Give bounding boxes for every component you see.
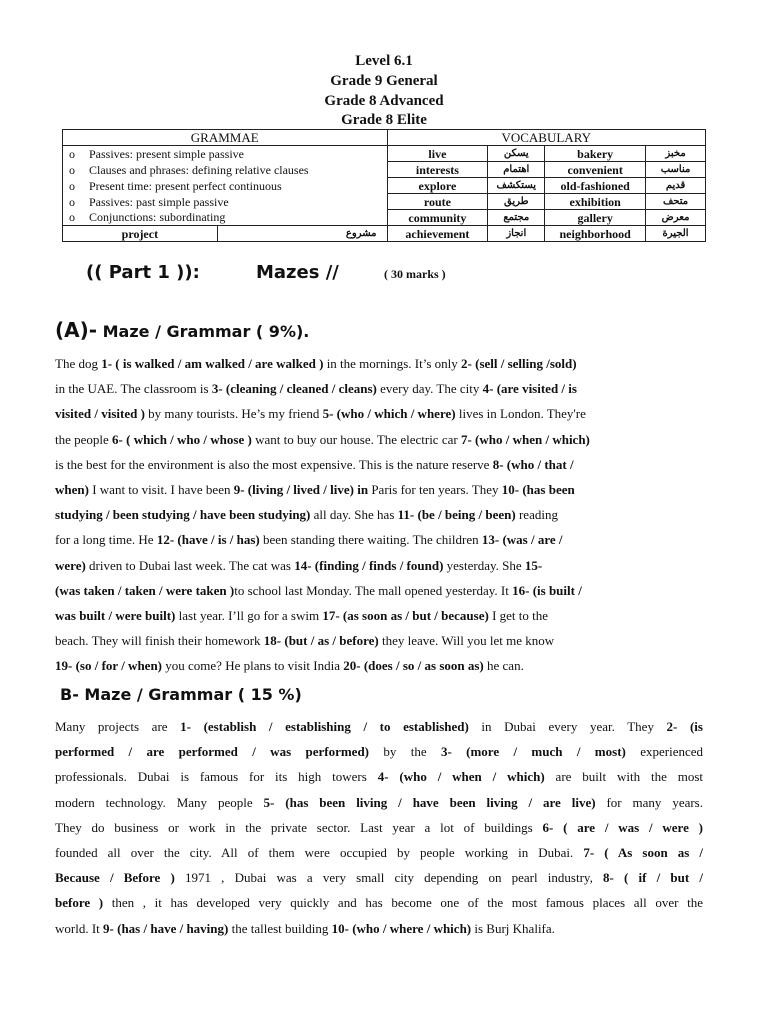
paragraph-line: Because / Before ) 1971 , Dubai was a very small city depending on pearl industry, 8- ( if / but / — [55, 870, 703, 886]
vocab-word: old-fashioned — [545, 178, 646, 194]
syllabus-table — [62, 129, 706, 242]
section-a-paragraph — [55, 351, 715, 678]
grammar-header: GRAMMAE — [63, 130, 388, 146]
vocab-word: gallery — [545, 210, 646, 226]
vocab-word: bakery — [545, 146, 646, 162]
grammar-item: o Clauses and phrases: defining relative clauses — [63, 162, 388, 178]
vocab-arabic: انجاز — [488, 226, 545, 242]
vocab-arabic: مخبز — [646, 146, 706, 162]
grade-line-1: Grade 9 General — [330, 73, 438, 89]
paragraph-line: founded all over the city. All of them were occupied by people working in Dubai. 7- ( As soon as / — [55, 844, 703, 860]
part-title: (( Part 1 )): — [86, 262, 200, 283]
section-b-title: B- Maze / Grammar ( 15 %) — [60, 685, 302, 704]
grammar-item: o Passives: present simple passive — [63, 146, 388, 162]
level-title: Level 6.1 — [355, 53, 413, 69]
vocabulary-header: VOCABULARY — [387, 130, 705, 146]
grade-line-2: Grade 8 Advanced — [324, 93, 444, 109]
vocab-arabic: الجيرة — [646, 226, 706, 242]
vocab-word: interests — [387, 162, 488, 178]
paragraph-line: professionals. Dubai is famous for its high towers 4- (who / when / which) are built with the most — [55, 769, 703, 785]
vocab-word: exhibition — [545, 194, 646, 210]
paragraph-line: before ) then , it has developed very quickly and has become one of the most famous places all over the — [55, 895, 703, 911]
paragraph-line: They do business or work in the private sector. Last year a lot of buildings 6- ( are / was / were ) — [55, 819, 703, 835]
paragraph-line: performed / are performed / was performed) by the 3- (more / much / most) experienced — [55, 744, 704, 760]
paragraph-line: was built / were built) last year. I’ll go for a swim 17- (as soon as / but / because) I get to the — [55, 607, 549, 623]
vocab-word: community — [387, 210, 488, 226]
paragraph-line: is the best for the environment is also the most expensive. This is the nature reserve 8- (who / that / — [55, 456, 574, 472]
part-subtitle: Mazes // — [256, 262, 339, 283]
paragraph-line: 19- (so / for / when) you come? He plans to visit India 20- (does / so / as soon as) he can. — [55, 658, 524, 674]
vocab-arabic: قديم — [646, 178, 706, 194]
vocab-arabic: اهتمام — [488, 162, 545, 178]
paragraph-line: were) driven to Dubai last week. The cat was 14- (finding / finds / found) yesterday. She 15- — [55, 557, 543, 573]
paragraph-line: modern technology. Many people 5- (has been living / have been living / are live) for many years. — [55, 794, 703, 810]
vocab-arabic: يسكن — [488, 146, 545, 162]
paragraph-line: for a long time. He 12- (have / is / has) been standing there waiting. The children 13- (was / are / — [55, 532, 563, 548]
grade-line-3: Grade 8 Elite — [341, 112, 427, 128]
section-b-paragraph — [55, 714, 703, 941]
project-arabic: مشروع — [217, 226, 387, 242]
grammar-item: o Present time: present perfect continuous — [63, 178, 388, 194]
paragraph-line: the people 6- ( which / who / whose ) want to buy our house. The electric car 7- (who / when / which) — [55, 431, 590, 447]
paragraph-line: Many projects are 1- (establish / establishing / to established) in Dubai every year. They 2- (is — [55, 719, 703, 734]
vocab-word: live — [387, 146, 488, 162]
paragraph-line: visited / visited ) by many tourists. He’s my friend 5- (who / which / where) lives in London. They're — [55, 406, 586, 422]
vocab-arabic: مجتمع — [488, 210, 545, 226]
vocab-arabic: مناسب — [646, 162, 706, 178]
vocab-arabic: معرض — [646, 210, 706, 226]
vocab-word: neighborhood — [545, 226, 646, 242]
section-a-title: (A)- Maze / Grammar ( 9%). — [55, 318, 310, 342]
paragraph-line: in the UAE. The classroom is 3- (cleaning / cleaned / cleans) every day. The city 4- (are visited / is — [55, 381, 577, 397]
project-label: project — [63, 226, 218, 242]
vocab-word: convenient — [545, 162, 646, 178]
vocab-arabic: يستكشف — [488, 178, 545, 194]
part-marks: ( 30 marks ) — [384, 267, 446, 281]
grammar-item: o Conjunctions: subordinating — [63, 210, 388, 226]
vocab-word: route — [387, 194, 488, 210]
paragraph-line: The dog 1- ( is walked / am walked / are walked ) in the mornings. It’s only 2- (sell / selling /sold) — [55, 356, 577, 371]
vocab-word: achievement — [387, 226, 488, 242]
paragraph-line: beach. They will finish their homework 18- (but / as / before) they leave. Will you let me know — [55, 633, 555, 649]
paragraph-line: (was taken / taken / were taken )to school last Monday. The mall opened yesterday. It 16- (is built / — [55, 582, 582, 598]
vocab-arabic: طريق — [488, 194, 545, 210]
part-heading — [86, 262, 446, 283]
paragraph-line: studying / been studying / have been studying) all day. She has 11- (be / being / been) reading — [55, 507, 558, 523]
vocab-arabic: متحف — [646, 194, 706, 210]
vocab-word: explore — [387, 178, 488, 194]
grammar-item: o Passives: past simple passive — [63, 194, 388, 210]
paragraph-line: world. It 9- (has / have / having) the tallest building 10- (who / where / which) is Burj Khalifa. — [55, 920, 555, 936]
paragraph-line: when) I want to visit. I have been 9- (living / lived / live) in Paris for ten years. They 10- (has been — [55, 481, 575, 497]
